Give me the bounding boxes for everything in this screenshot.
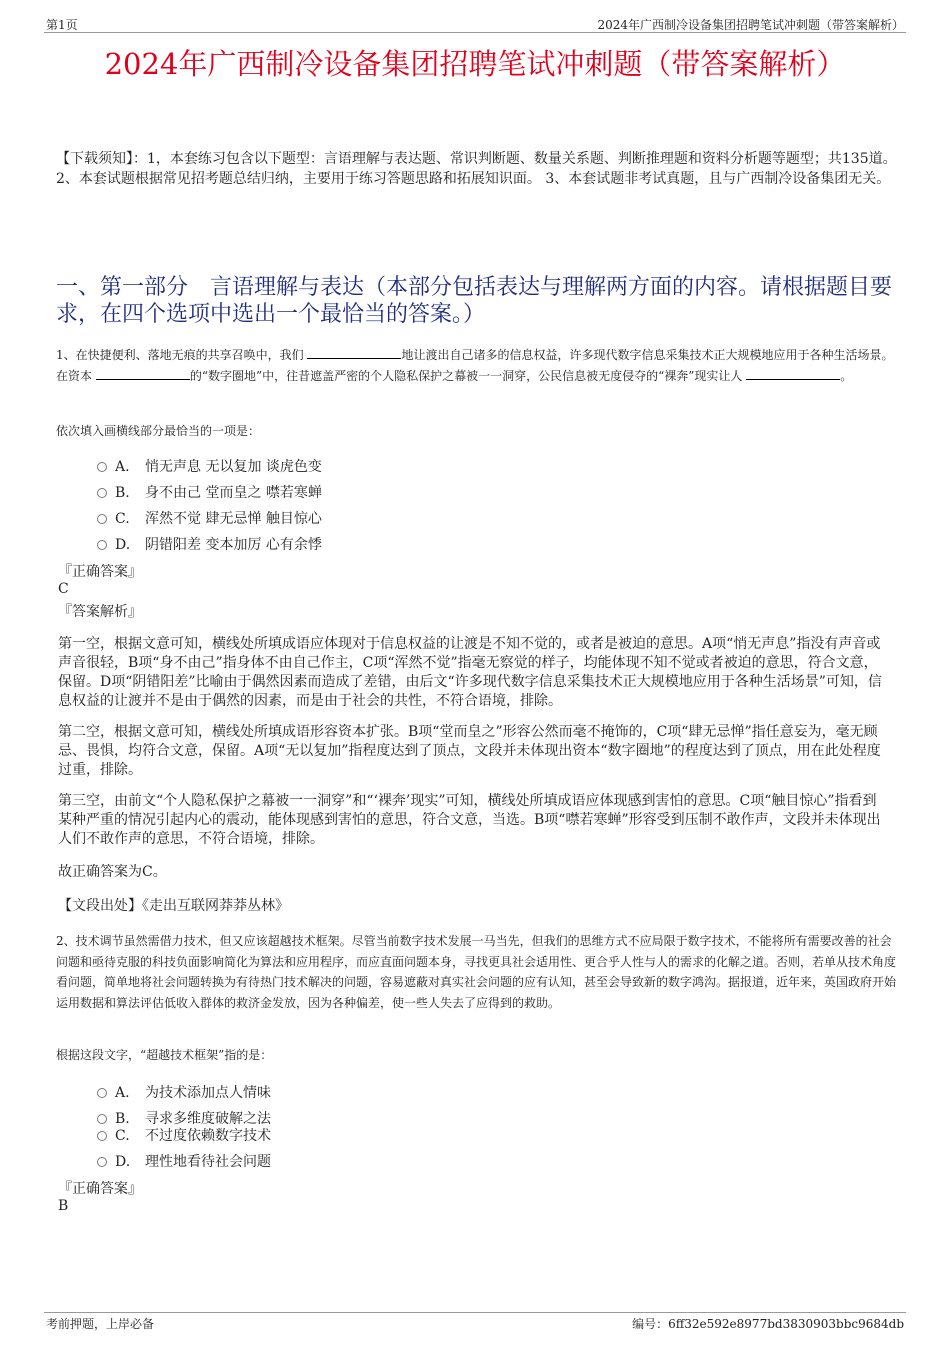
- option-letter: A.: [115, 1085, 130, 1101]
- q2-option-d[interactable]: [97, 1151, 271, 1171]
- option-letter: B.: [115, 485, 130, 501]
- q1-text-part: 的“数字圈地”中，往昔遮盖严密的个人隐私保护之幕被一一洞穿，公民信息被无度侵夺的“裸奔”现实让人: [189, 368, 743, 383]
- q2-answer-label: 『正确答案』: [58, 1181, 142, 1197]
- blank-1: [307, 346, 401, 359]
- radio-icon[interactable]: [97, 1131, 107, 1141]
- q1-option-a[interactable]: [97, 456, 322, 476]
- section-heading: 一、第一部分 言语理解与表达（本部分包括表达与理解两方面的内容。请根据题目要求，在四个选项中选出一个最恰当的答案。）: [56, 275, 893, 327]
- question-2-prompt: 根据这段文字，“超越技术框架”指的是：: [56, 1048, 273, 1062]
- download-notice: 【下载须知】：1，本套练习包含以下题型：言语理解与表达题、常识判断题、数量关系题、判断推理题和资料分析题等题型；共135道。 2、本套试题根据常见招考题总结归纳，主要用于练习答题思路和拓展知识面。 3、本套试题非考试真题，且与广西制冷设备集团无关。: [56, 151, 897, 187]
- q1-text-part: 1、在快捷便利、落地无痕的共享召唤中，我们: [56, 348, 304, 362]
- blank-2: [96, 367, 190, 380]
- question-1-text: [56, 345, 896, 386]
- q1-answer: C: [58, 581, 69, 597]
- q1-analysis-paragraph: 第二空，根据文意可知，横线处所填成语形容资本扩张。B项“堂而皇之”形容公然而毫不掩饰的，C项“肆无忌惮”指任意妄为，毫无顾忌、畏惧，均符合文意，保留。A项“无以复加”指程度达到了顶点，文段并未体现出资本“数字圈地”的程度达到了顶点，用在此处程度过重，排除。: [58, 724, 881, 778]
- option-letter: C.: [115, 511, 130, 527]
- option-letter: B.: [115, 1111, 130, 1127]
- q1-source: 【文段出处】《走出互联网莽莽丛林》: [58, 898, 289, 914]
- option-text: 身不由己 堂而皇之 噤若寒蝉: [145, 485, 322, 501]
- blank-3: [746, 367, 840, 380]
- option-letter: D.: [115, 537, 131, 553]
- option-text: 悄无声息 无以复加 谈虎色变: [145, 459, 322, 475]
- question-1-prompt: 依次填入画横线部分最恰当的一项是：: [56, 424, 261, 438]
- q1-option-d[interactable]: [97, 534, 322, 554]
- option-text: 阴错阳差 变本加厉 心有余悸: [145, 537, 322, 553]
- q1-analysis-paragraph: 第三空，由前文“个人隐私保护之幕被一一洞穿”和“‘裸奔’现实”可知，横线处所填成语应体现感到害怕的意思。C项“触目惊心”指看到某种严重的情况引起内心的震动，能体现感到害怕的意思，符合文意，当选。B项“噤若寒蝉”形容受到压制不敢作声，文段并未体现出人们不敢作声的意思，不符合语境，排除。: [58, 793, 881, 847]
- document-title: 2024年广西制冷设备集团招聘笔试冲刺题（带答案解析）: [104, 47, 846, 81]
- option-text: 浑然不觉 肆无忌惮 触目惊心: [145, 511, 322, 527]
- q2-answer: B: [58, 1198, 69, 1214]
- radio-icon[interactable]: [97, 1088, 107, 1098]
- footer-slogan: 考前押题，上岸必备: [46, 1317, 155, 1331]
- radio-icon[interactable]: [97, 462, 107, 472]
- q1-text-part: 。: [840, 368, 853, 383]
- radio-icon[interactable]: [97, 1114, 107, 1124]
- q1-analysis-label: 『答案解析』: [58, 604, 142, 620]
- option-text: 理性地看待社会问题: [145, 1154, 271, 1170]
- page-number: 第1页: [46, 18, 78, 32]
- option-text: 寻求多维度破解之法: [145, 1111, 271, 1127]
- q1-option-b[interactable]: [97, 482, 322, 502]
- q1-conclusion: 故正确答案为C。: [58, 864, 167, 880]
- option-text: 为技术添加点人情味: [145, 1085, 271, 1101]
- radio-icon[interactable]: [97, 540, 107, 550]
- document-id: 编号：6ff32e592e8977bd3830903bbc9684db: [632, 1317, 904, 1331]
- q1-text-part: 地让渡出自己诸多的信息权益，许多现代数字信息采集技术正大规模地应用于各种生活场景。在资本: [56, 348, 894, 383]
- option-text: 不过度依赖数字技术: [145, 1128, 271, 1144]
- question-2-text: 2、技术调节虽然需借力技术，但又应该超越技术框架。尽管当前数字技术发展一马当先，但我们的思维方式不应局限于数字技术，不能将所有需要改善的社会问题和亟待克服的科技负面影响简化为算法和应用程序，而应直面问题本身，寻找更具社会适用性、更合乎人性与人的需求的化解之道。否则，若单从技术角度看问题，简单地将社会问题转换为有待热门技术解决的问题，容易遮蔽对真实社会问题的应有认知，甚至会导致新的数字鸿沟。据报道，近年来，英国政府开始运用数据和算法评估低收入群体的救济金发放，因为各种偏差，使一些人失去了应得到的救助。: [56, 934, 897, 1010]
- header-title: 2024年广西制冷设备集团招聘笔试冲刺题（带答案解析）: [597, 18, 904, 32]
- q1-answer-label: 『正确答案』: [58, 564, 142, 580]
- q2-option-c[interactable]: [97, 1125, 271, 1145]
- option-letter: D.: [115, 1154, 131, 1170]
- q1-analysis-paragraph: 第一空，根据文意可知，横线处所填成语应体现对于信息权益的让渡是不知不觉的，或者是被迫的意思。A项“悄无声息”指没有声音或声音很轻，B项“身不由己”指身体不由自己作主，C项“浑然不觉”指毫无察觉的样子，均能体现不知不觉或者被迫的意思，符合文意，保留。D项“阴错阳差”比喻由于偶然因素而造成了差错，由后文“许多现代数字信息采集技术正大规模地应用于各种生活场景”可知，信息权益的让渡并不是由于偶然的因素，而是由于社会的共性，不符合语境，排除。: [58, 636, 882, 709]
- header-divider: [44, 32, 906, 33]
- radio-icon[interactable]: [97, 488, 107, 498]
- q1-option-c[interactable]: [97, 508, 322, 528]
- q2-option-a[interactable]: [97, 1082, 271, 1102]
- footer-divider: [44, 1312, 906, 1313]
- option-letter: C.: [115, 1128, 130, 1144]
- option-letter: A.: [115, 459, 130, 475]
- radio-icon[interactable]: [97, 514, 107, 524]
- radio-icon[interactable]: [97, 1157, 107, 1167]
